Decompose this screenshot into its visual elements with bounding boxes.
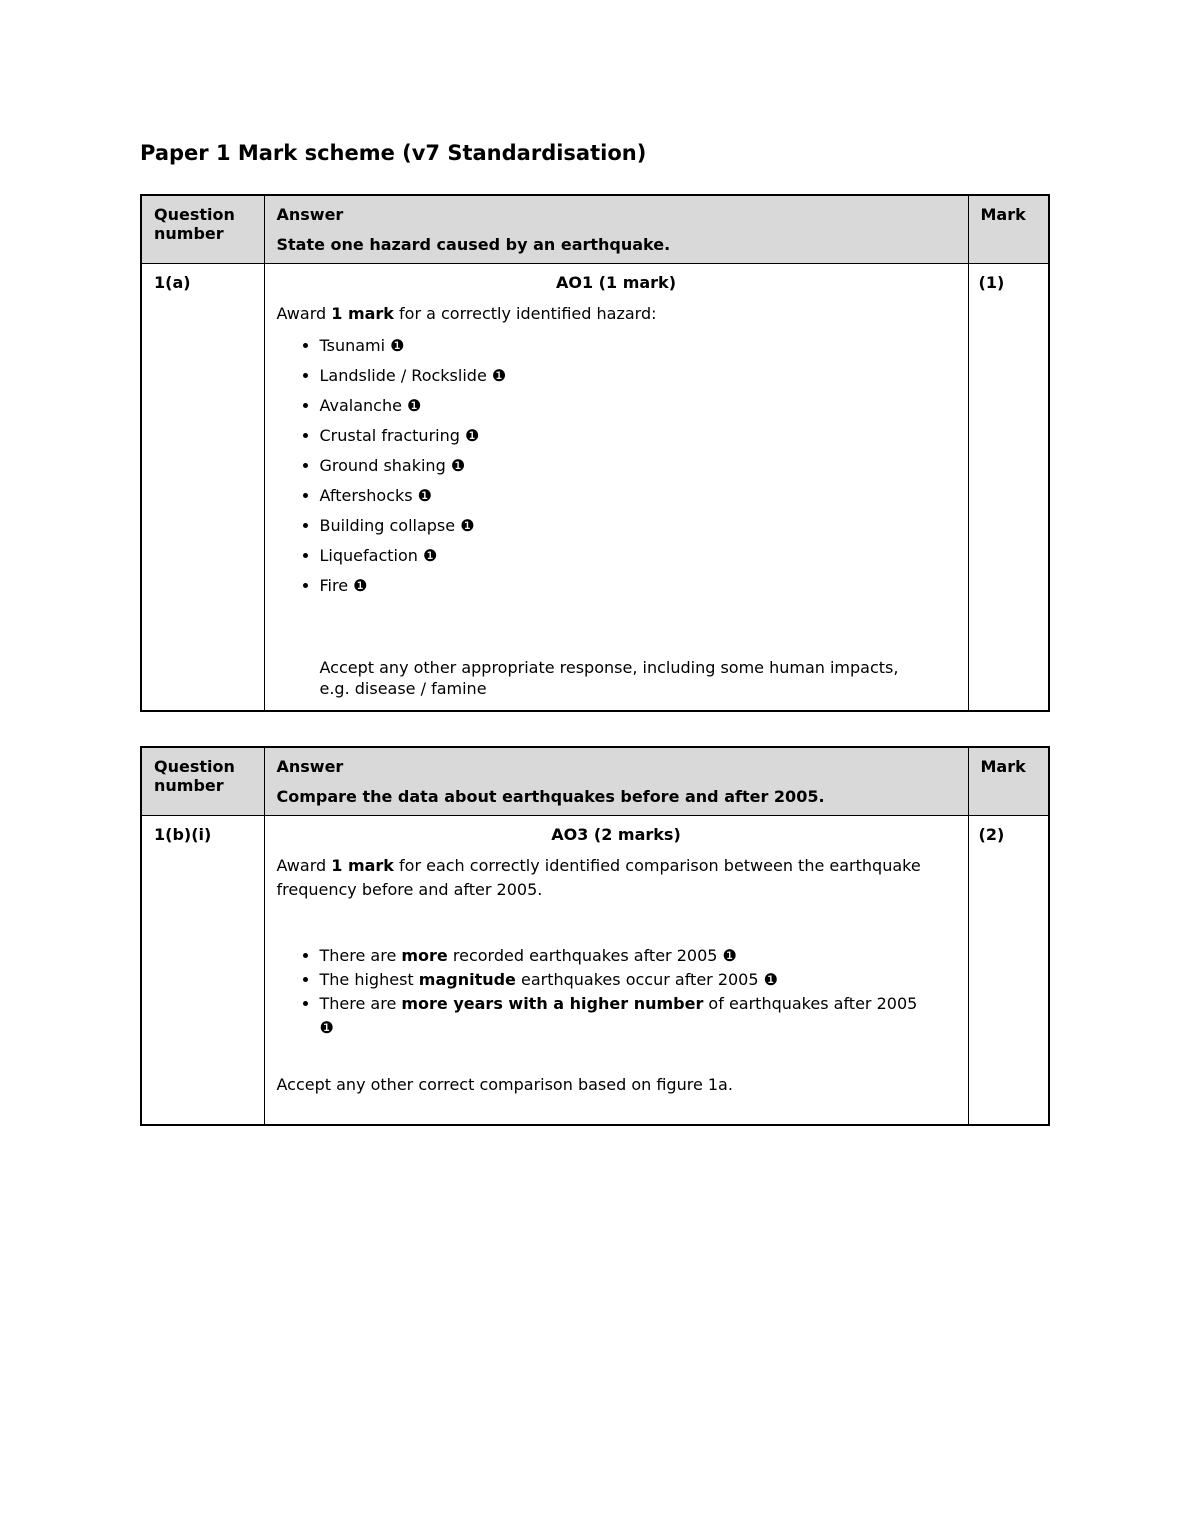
- mark-point-icon: ❶: [450, 456, 466, 475]
- award-instruction: [277, 304, 956, 323]
- table-body-row: [141, 816, 1049, 1126]
- text: for each correctly identified comparison between the earthquake frequency before and after 2005.: [276, 856, 921, 899]
- bullet-item: [320, 992, 920, 1040]
- accept-note: Accept any other appropriate response, including some human impacts, e.g. disease / famine: [319, 658, 899, 698]
- question-prompt: Compare the data about earthquakes before and after 2005.: [276, 787, 825, 806]
- text: Avalanche: [319, 396, 408, 415]
- question-number: 1(a): [141, 264, 264, 712]
- bold-text: more: [401, 946, 448, 965]
- text: Crustal fracturing: [319, 426, 465, 445]
- mark-point-icon: ❶: [763, 970, 778, 989]
- mark-point-icon: ❶: [353, 576, 368, 595]
- mark-point-icon: ❶: [407, 396, 422, 415]
- bold-text: magnitude: [418, 970, 516, 989]
- mark-header: Mark: [968, 747, 1049, 816]
- bullet-item: [320, 516, 956, 535]
- mark-point-icon: ❶: [422, 546, 438, 565]
- text: recorded earthquakes after 2005: [447, 946, 723, 965]
- accept-note: Accept any other correct comparison based on figure 1a.: [276, 1075, 733, 1094]
- mark-point-icon: ❶: [460, 516, 475, 535]
- mark-point-icon: ❶: [464, 426, 480, 445]
- question-number: 1(b)(i): [141, 816, 264, 1126]
- bold-text: more years with a higher number: [401, 994, 704, 1013]
- bullet-item: [320, 396, 956, 415]
- mark-point-icon: ❶: [319, 1018, 334, 1037]
- mark-value: (1): [968, 264, 1049, 712]
- answer-header-label: Answer: [276, 757, 344, 776]
- mark-header: Mark: [968, 195, 1049, 264]
- bullet-item: [320, 968, 920, 992]
- text: Building collapse: [319, 516, 461, 535]
- ao-heading: AO1 (1 mark): [555, 273, 676, 292]
- bullet-item: [320, 426, 956, 445]
- ao-heading: AO3 (2 marks): [551, 825, 681, 844]
- question-number-header: Question number: [141, 195, 264, 264]
- answer-cell: [264, 816, 968, 1126]
- table-header-row: [141, 747, 1049, 816]
- text: Award: [276, 304, 332, 323]
- answer-header: [264, 195, 968, 264]
- text: There are: [319, 946, 402, 965]
- text: Award: [276, 856, 332, 875]
- table-body-row: [141, 264, 1049, 712]
- award-instruction: [277, 854, 956, 902]
- bold-text: 1 mark: [331, 856, 394, 875]
- question-number-header: Question number: [141, 747, 264, 816]
- mark-point-icon: ❶: [417, 486, 433, 505]
- bullet-item: [320, 576, 956, 595]
- answer-bullet-list: [277, 944, 920, 1040]
- bullet-item: [320, 456, 956, 475]
- bullet-item: [320, 486, 956, 505]
- bullet-item: [320, 366, 956, 385]
- bullet-item: [320, 546, 956, 565]
- text: Aftershocks: [319, 486, 418, 505]
- text: earthquakes occur after 2005: [515, 970, 764, 989]
- page-title: Paper 1 Mark scheme (v7 Standardisation): [140, 141, 647, 165]
- bullet-item: [320, 336, 956, 355]
- text: for a correctly identified hazard:: [393, 304, 657, 323]
- answer-header: [264, 747, 968, 816]
- table-header-row: [141, 195, 1049, 264]
- mark-scheme-table-1bi: [140, 746, 1050, 1126]
- answer-header-label: Answer: [276, 205, 344, 224]
- mark-point-icon: ❶: [390, 336, 405, 355]
- answer-bullet-list: [277, 336, 956, 595]
- mark-point-icon: ❶: [722, 946, 737, 965]
- text: Ground shaking: [319, 456, 451, 475]
- text: Tsunami: [319, 336, 391, 355]
- question-prompt: State one hazard caused by an earthquake.: [276, 235, 671, 254]
- text: Liquefaction: [319, 546, 423, 565]
- mark-value: (2): [968, 816, 1049, 1126]
- mark-scheme-table-1a: [140, 194, 1050, 712]
- text: There are: [319, 994, 402, 1013]
- bullet-item: [320, 944, 920, 968]
- text: The highest: [319, 970, 419, 989]
- text: of earthquakes after 2005: [703, 994, 918, 1013]
- text: Landslide / Rockslide: [319, 366, 492, 385]
- mark-point-icon: ❶: [491, 366, 507, 385]
- answer-cell: [264, 264, 968, 712]
- text: Fire: [319, 576, 354, 595]
- bold-text: 1 mark: [331, 304, 394, 323]
